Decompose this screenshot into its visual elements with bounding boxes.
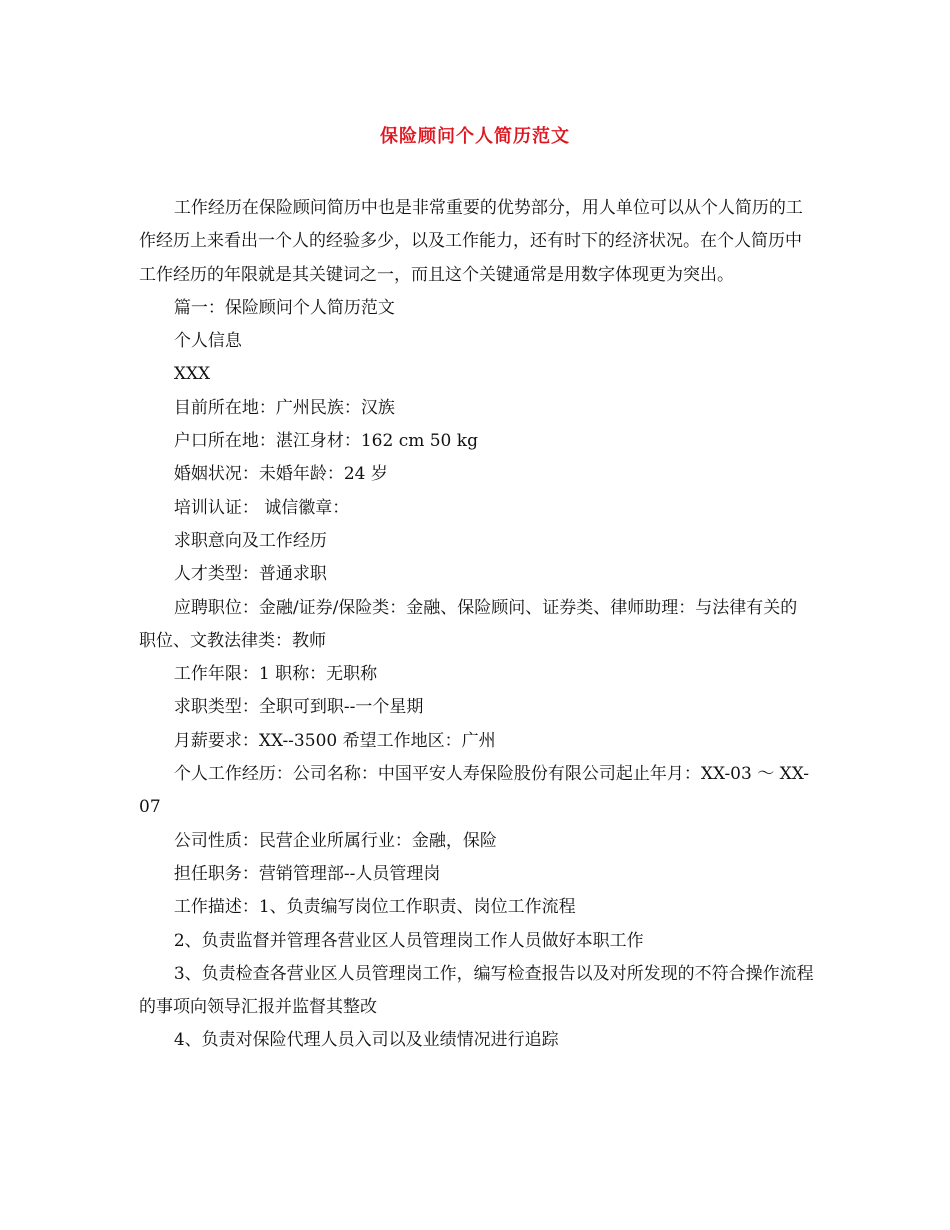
work-duty-2: 2、负责监督并管理各营业区人员管理岗工作人员做好本职工作: [173, 930, 644, 951]
work-history-company: 个人工作经历：公司名称：中国平安人寿保险股份有限公司起止年月：XX-03 ～ XX-07: [139, 764, 809, 818]
section-heading-job-intent: 求职意向及工作经历: [173, 530, 327, 551]
info-work-years: 工作年限：1 职称：无职称: [173, 664, 378, 685]
info-talent-type: 人才类型：普通求职: [173, 564, 327, 585]
document-body: [139, 188, 814, 1058]
work-history-company-type: 公司性质：民营企业所属行业：金融，保险: [173, 830, 497, 851]
document-title: 保险顾问个人简历范文: [380, 126, 570, 147]
info-target-positions: 应聘职位：金融/证券/保险类：金融、保险顾问、证券类、律师助理：与法律有关的职位、文教法律类：教师: [139, 597, 798, 651]
section-heading-resume: 篇一：保险顾问个人简历范文: [173, 297, 395, 318]
work-duty-3: 3、负责检查各营业区人员管理岗工作，编写检查报告以及对所发现的不符合操作流程的事项向领导汇报并监督其整改: [139, 963, 814, 1018]
info-marital-age: 婚姻状况：未婚年龄：24 岁: [173, 464, 388, 485]
work-duty-1: 工作描述：1、负责编写岗位工作职责、岗位工作流程: [173, 897, 576, 918]
applicant-name: XXX: [173, 364, 211, 385]
info-location-ethnicity: 目前所在地：广州民族：汉族: [173, 397, 395, 418]
work-history-role: 担任职务：营销管理部--人员管理岗: [173, 863, 441, 884]
info-certification: 培训认证： 诚信徽章：: [173, 497, 350, 518]
info-hukou-body: 户口所在地：湛江身材：162 cm 50 kg: [173, 431, 478, 452]
intro-paragraph: 工作经历在保险顾问简历中也是非常重要的优势部分，用人单位可以从个人简历的工作经历上来看出一个人的经验多少，以及工作能力，还有时下的经济状况。在个人简历中工作经历的年限就是其关键词之一，而且这个关键通常是用数字体现更为突出。: [139, 198, 803, 285]
info-job-type: 求职类型：全职可到职--一个星期: [173, 697, 424, 718]
info-salary-area: 月薪要求：XX--3500 希望工作地区：广州: [173, 730, 496, 751]
section-heading-personal-info: 个人信息: [173, 331, 242, 352]
work-duty-4: 4、负责对保险代理人员入司以及业绩情况进行追踪: [173, 1030, 559, 1051]
